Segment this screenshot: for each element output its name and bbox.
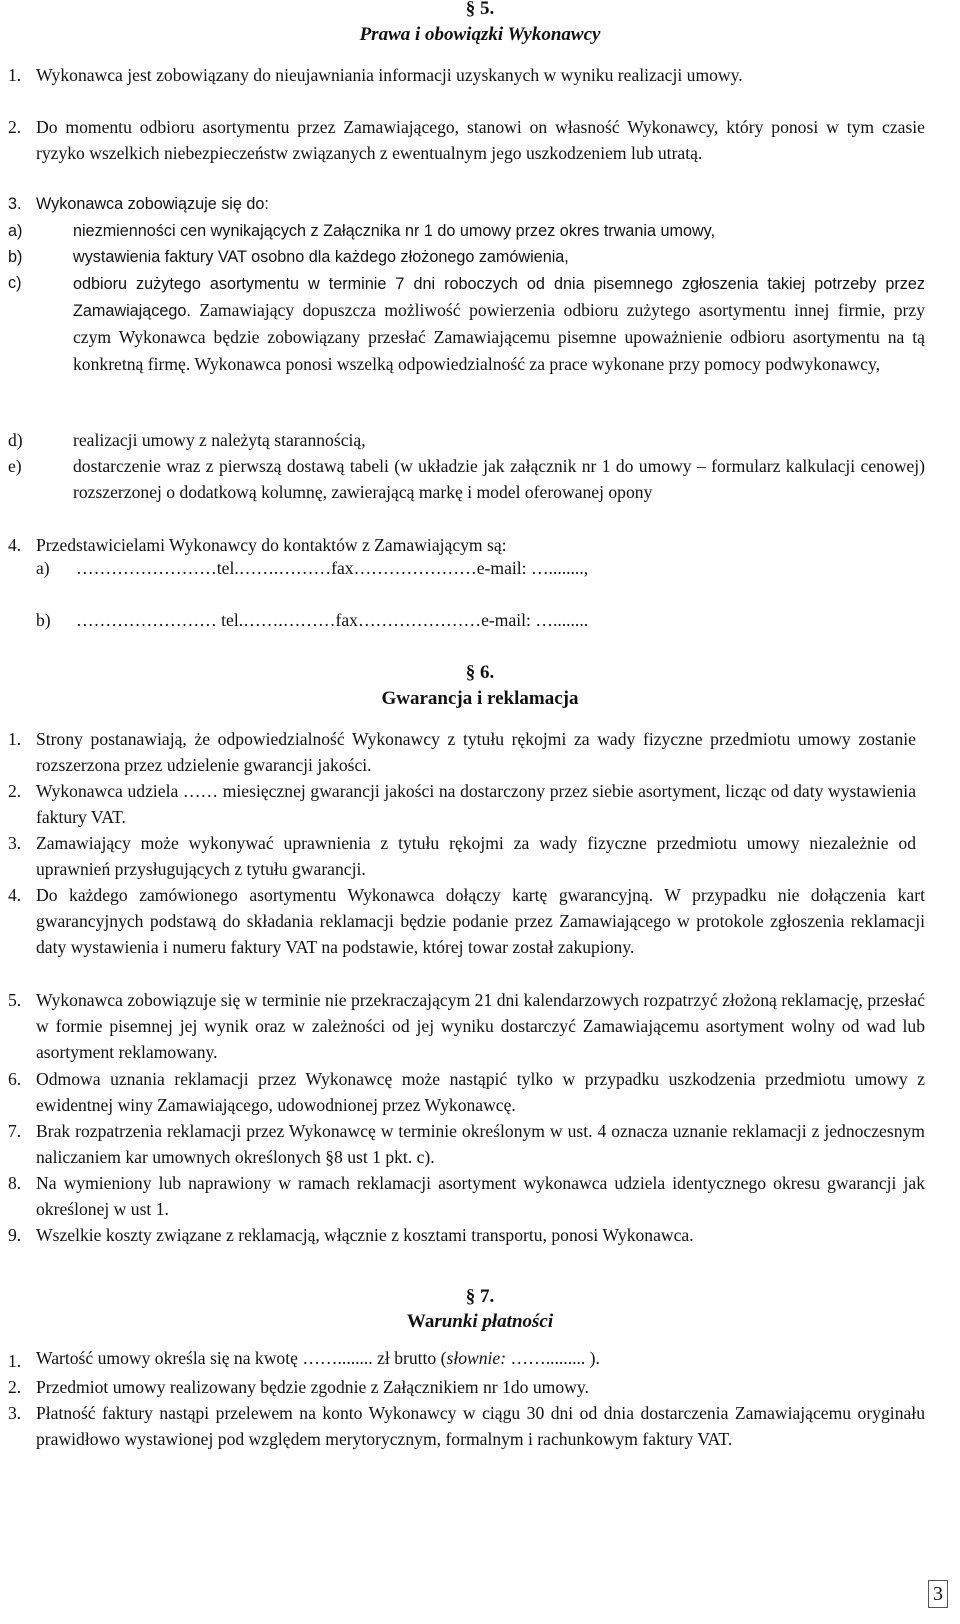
s7-item-1-part3: ……......... ).	[506, 1348, 600, 1368]
s5-sub-d-text: realizacji umowy z należytą starannością,	[73, 430, 366, 450]
s5-sub-c-text	[73, 270, 925, 377]
item-number: 1.	[8, 1351, 22, 1371]
item-number: 8.	[8, 1173, 22, 1193]
item-number: 2.	[8, 1377, 22, 1397]
section-5-sign: § 5.	[465, 0, 495, 19]
s6-item-6-text: Odmowa uznania reklamacji przez Wykonawcę może nastąpić tylko w przypadku uszkodzenia przedmiotu umowy z ewidentnej winy Zamawiającego, udowodnionej przez Wykonawcę.	[36, 1069, 925, 1116]
s6-item-1-text: Strony postanawiają, że odpowiedzialność Wykonawcy z tytułu rękojmi za wady fizyczne przedmiotu umowy zostanie rozszerzona przez udzielenie gwarancji jakości.	[36, 729, 916, 776]
s7-item-1-text	[36, 1348, 600, 1369]
s6-item-8-text: Na wymieniony lub naprawiony w ramach reklamacji asortyment wykonawca udziela identycznego okresu gwarancji jak określonej w ust 1.	[36, 1173, 925, 1220]
s6-item-9-text: Wszelkie koszty związane z reklamacją, włącznie z kosztami transportu, ponosi Wykonawca.	[36, 1225, 694, 1245]
s5-sub-c-part2: Zamawiający dopuszcza możliwość powierzenia odbioru zużytego asortymentu innej firmie, przy czym Wykonawca będzie zobowiązany przesłać Zamawiającemu pisemne upoważnienie odbioru asortymentu na tą konkretną firmę. Wykonawca ponosi wszelką odpowiedzialność za prace wykonane przy pomocy podwykonawcy,	[73, 300, 925, 374]
item-number: 2.	[8, 781, 22, 801]
section-6-title: Gwarancja i reklamacja	[381, 688, 579, 709]
item-number: 2.	[8, 117, 22, 137]
section-7-title	[0, 1311, 960, 1333]
s6-item-7-text: Brak rozpatrzenia reklamacji przez Wykonawcę w terminie określonym w ust. 4 oznacza uznanie reklamacji z jednoczesnym naliczaniem kar umownych określonych §8 ust 1 pkt. c).	[36, 1121, 925, 1168]
sub-letter: d)	[8, 430, 23, 450]
s5-item-2-text: Do momentu odbioru asortymentu przez Zamawiającego, stanowi on własność Wykonawcy, który ponosi w tym czasie ryzyko wszelkich niebezpieczeństw związanych z ewentualnym jego uszkodzeniem lub utratą.	[36, 117, 925, 164]
s5-sub-c-part1: odbioru zużytego asortymentu w terminie 7 dni roboczych od dnia pisemnego zgłoszenia takiej potrzeby przez Zamawiającego.	[73, 275, 925, 321]
section-5-title: Prawa i obowiązki Wykonawcy	[359, 24, 601, 45]
item-number: 5.	[8, 990, 22, 1010]
item-number: 4.	[8, 535, 22, 555]
item-number: 3.	[8, 1403, 22, 1423]
s5-item-3-text: Wykonawca zobowiązuje się do:	[36, 195, 269, 213]
s6-item-4-text: Do każdego zamówionego asortymentu Wykonawca dołączy kartę gwarancyjną. W przypadku nie dołączenia kart gwarancyjnych podstawą do składania reklamacji będzie podanie przez Zamawiającego w protokole zgłoszenia reklamacji daty wystawienia i numeru faktury VAT na podstawie, której towar został zakupiony.	[36, 885, 925, 958]
item-number: 7.	[8, 1121, 22, 1141]
s5-item-1-text: Wykonawca jest zobowiązany do nieujawniania informacji uzyskanych w wyniku realizacji umowy.	[36, 65, 743, 85]
sub-letter: b)	[8, 248, 23, 266]
s5-sub-a-text: niezmienności cen wynikających z Załącznika nr 1 do umowy przez okres trwania umowy,	[73, 222, 716, 240]
s7-item-3-text: Płatność faktury nastąpi przelewem na konto Wykonawcy w ciągu 30 dni od dnia dostarczenia Zamawiającemu oryginału prawidłowo wystawionej pod względem merytorycznym, formalnym i rachunkowym faktury VAT.	[36, 1403, 925, 1450]
item-number: 3.	[8, 833, 22, 853]
s6-item-2-text: Wykonawca udziela …… miesięcznej gwarancji jakości na dostarczony przez siebie asortyment, licząc od daty wystawienia faktury VAT.	[36, 781, 916, 828]
section-7-sign: § 7.	[465, 1286, 495, 1307]
page-number: 3	[928, 1580, 948, 1608]
sub-letter: e)	[8, 456, 22, 476]
section-6-sign: § 6.	[465, 662, 495, 683]
s7-item-1-part1: Wartość umowy określa się na kwotę ……........ zł brutto (	[36, 1348, 447, 1368]
item-number: 3.	[8, 195, 22, 213]
contact-a-text: ……………………tel.…….………fax…………………e-mail: …........,	[76, 558, 589, 578]
section-7-title-part2: runki płatności	[434, 1311, 554, 1332]
item-number: 4.	[8, 885, 22, 905]
item-number: 1.	[8, 729, 22, 749]
s5-sub-e-text: dostarczenie wraz z pierwszą dostawą tabeli (w układzie jak załącznik nr 1 do umowy – formularz kalkulacji cenowej) rozszerzonej o dodatkową kolumnę, zawierającą markę i model oferowanej opony	[73, 456, 925, 503]
contact-letter: b)	[36, 610, 51, 630]
item-number: 6.	[8, 1069, 22, 1089]
s7-item-1-words-label: słownie:	[446, 1348, 507, 1368]
s5-sub-b-text: wystawienia faktury VAT osobno dla każdego złożonego zamówienia,	[73, 248, 569, 266]
sub-letter: c)	[8, 274, 22, 292]
sub-letter: a)	[8, 222, 23, 240]
item-number: 9.	[8, 1225, 22, 1245]
s6-item-3-text: Zamawiający może wykonywać uprawnienia z tytułu rękojmi za wady fizyczne przedmiotu umowy niezależnie od uprawnień przysługujących z tytułu gwarancji.	[36, 833, 916, 880]
contact-b-text: …………………… tel.…….………fax…………………e-mail: …........	[76, 610, 589, 630]
s5-item-4-text: Przedstawicielami Wykonawcy do kontaktów z Zamawiającym są:	[36, 535, 507, 555]
item-number: 1.	[8, 65, 22, 85]
s6-item-5-text: Wykonawca zobowiązuje się w terminie nie przekraczającym 21 dni kalendarzowych rozpatrzyć złożoną reklamację, przesłać w formie pisemnej jej wynik oraz w zależności od jej wyniku dostarczyć Zamawiającemu asortyment wolny od wad lub asortyment reklamowany.	[36, 990, 925, 1063]
section-7-title-part1: Wa	[406, 1311, 435, 1332]
s7-item-2-text: Przedmiot umowy realizowany będzie zgodnie z Załącznikiem nr 1do umowy.	[36, 1377, 589, 1397]
contact-letter: a)	[36, 558, 50, 578]
